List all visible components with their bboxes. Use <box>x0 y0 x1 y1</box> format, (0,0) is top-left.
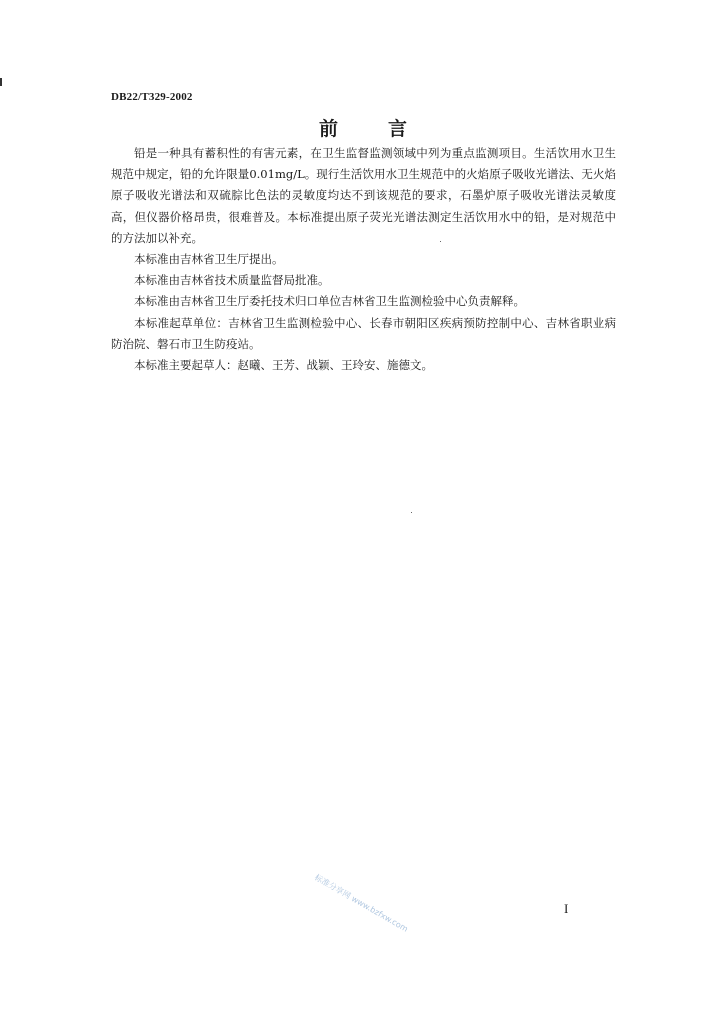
paragraph-drafters: 本标准主要起草人：赵曦、王芳、战颖、王玲安、施德文。 <box>134 358 433 373</box>
standard-code: DB22/T329-2002 <box>111 91 193 103</box>
scan-edge-mark <box>0 78 2 86</box>
scan-speck <box>411 512 412 513</box>
title-char-1: 前 <box>318 118 338 140</box>
paragraph-approved-by: 本标准由吉林省技术质量监督局批准。 <box>134 273 330 288</box>
page-number: I <box>564 901 569 916</box>
paragraph-interpreted-by: 本标准由吉林省卫生厅委托技术归口单位吉林省卫生监测检验中心负责解释。 <box>134 294 525 309</box>
scan-speck <box>440 241 441 242</box>
title-char-2: 言 <box>388 118 408 140</box>
watermark-text: 标准分享网 www.bzfxw.com <box>313 872 410 934</box>
paragraph-drafting-units: 本标准起草单位：吉林省卫生监测检验中心、长春市朝阳区疾病预防控制中心、吉林省职业病防治院、磐石市卫生防疫站。 <box>111 315 616 351</box>
page-title <box>0 114 726 141</box>
paragraph-proposed-by: 本标准由吉林省卫生厅提出。 <box>134 252 284 267</box>
paragraph-intro: 铅是一种具有蓄积性的有害元素，在卫生监督监测领域中列为重点监测项目。生活饮用水卫生规范中规定，铅的允许限量0.01mg/L。现行生活饮用水卫生规范中的火焰原子吸收光谱法、无火焰原子吸收光谱法和双硫腙比色法的灵敏度均达不到该规范的要求，石墨炉原子吸收光谱法灵敏度高，但仪器价格昂贵，很难普及。本标准提出原子荧光光谱法测定生活饮用水中的铅，是对规范中的方法加以补充。 <box>111 146 616 245</box>
foreword-body <box>111 143 616 376</box>
